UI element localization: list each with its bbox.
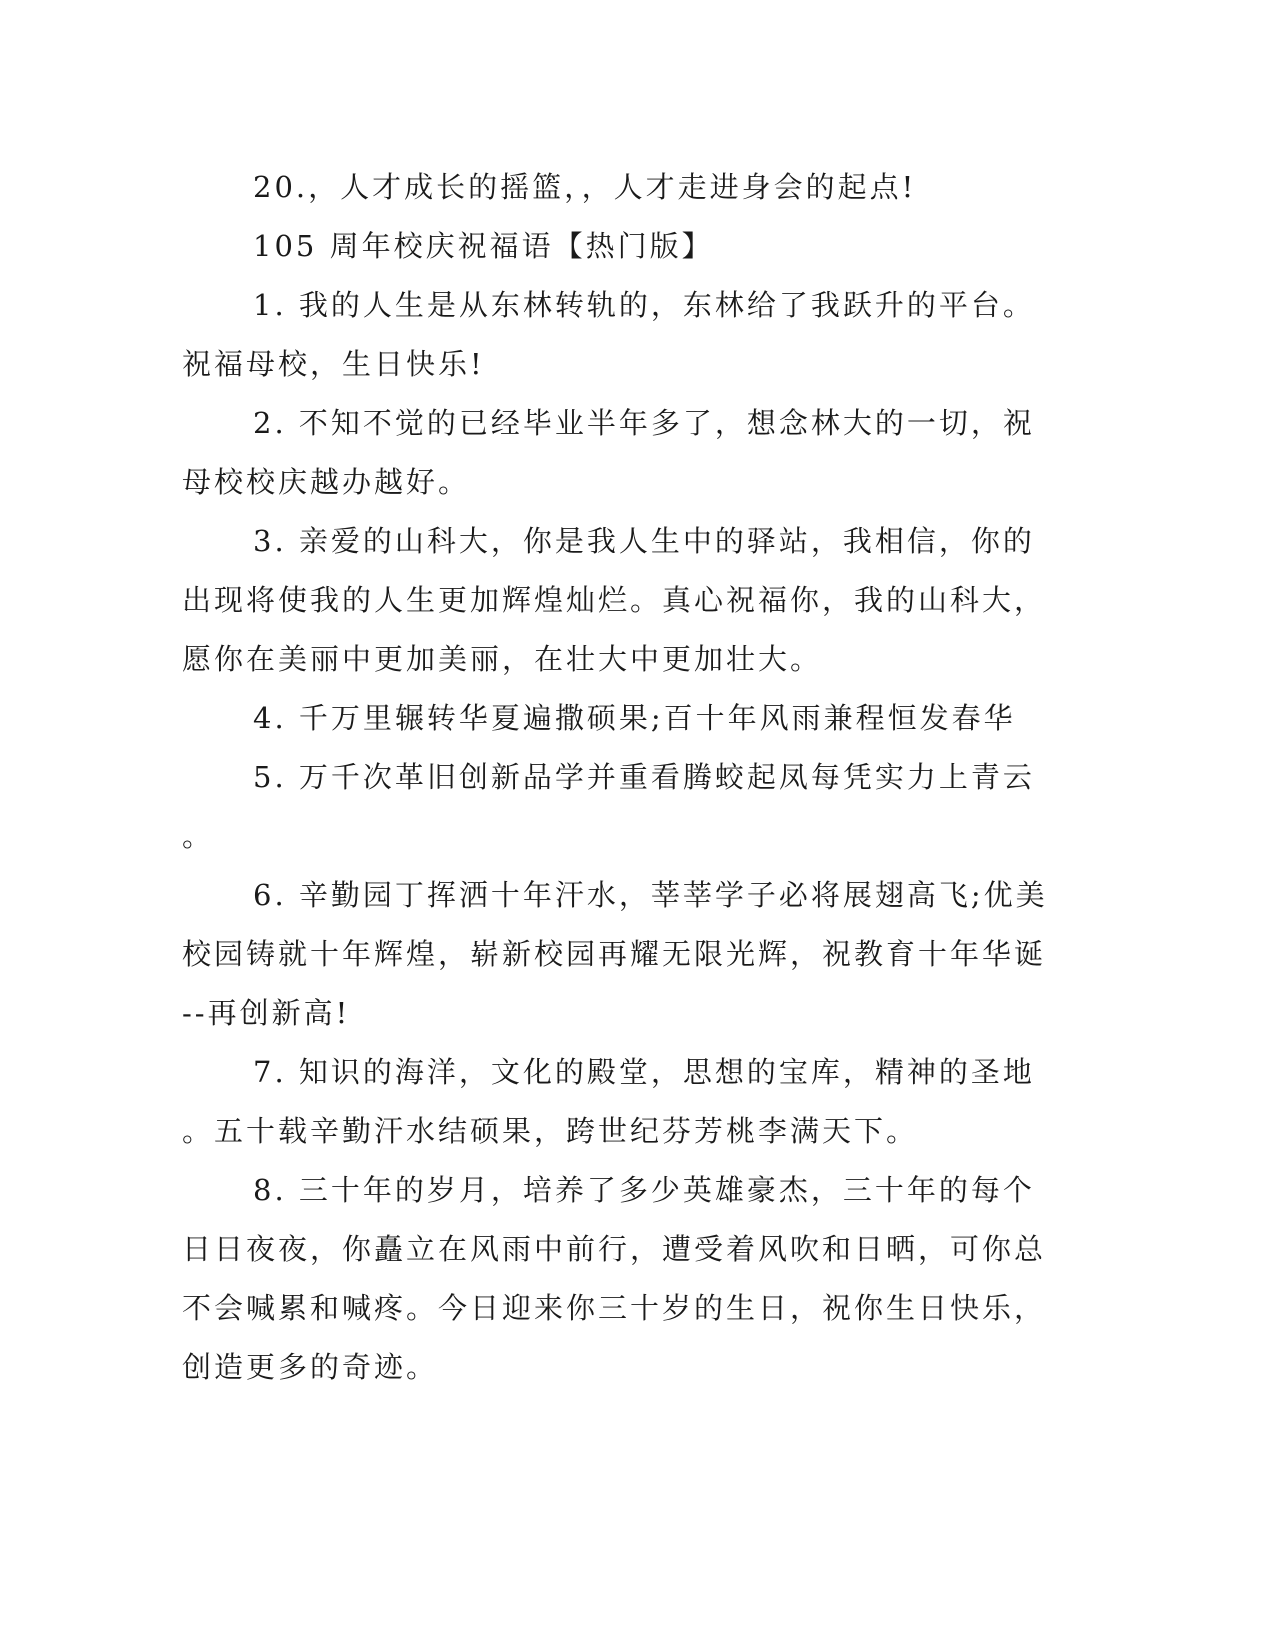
- list-item-8-line-2: 日日夜夜，你矗立在风雨中前行，遭受着风吹和日晒，可你总: [182, 1232, 1047, 1266]
- list-item-5-line-2: 。: [182, 819, 215, 853]
- list-item-20: 20.，人才成长的摇篮，，人才走进身会的起点!: [253, 170, 917, 204]
- list-item-7-line-2: 。五十载辛勤汗水结硕果，跨世纪芬芳桃李满天下。: [182, 1114, 919, 1148]
- list-item-8-line-1: 8. 三十年的岁月，培养了多少英雄豪杰，三十年的每个: [253, 1173, 1035, 1207]
- list-item-3-line-2: 出现将使我的人生更加辉煌灿烂。真心祝福你，我的山科大，: [182, 583, 1047, 617]
- list-item-6-line-1: 6. 辛勤园丁挥洒十年汗水，莘莘学子必将展翅高飞;优美: [253, 878, 1048, 912]
- list-item-7-line-1: 7. 知识的海洋，文化的殿堂，思想的宝库，精神的圣地: [253, 1055, 1035, 1089]
- list-item-3-line-3: 愿你在美丽中更加美丽，在壮大中更加壮大。: [182, 642, 823, 676]
- list-item-2-line-1: 2. 不知不觉的已经毕业半年多了，想念林大的一切，祝: [253, 406, 1035, 440]
- list-item-4: 4. 千万里辗转华夏遍撒硕果;百十年风雨兼程恒发春华: [253, 701, 1016, 735]
- list-item-3-line-1: 3. 亲爱的山科大，你是我人生中的驿站，我相信，你的: [253, 524, 1035, 558]
- list-item-8-line-4: 创造更多的奇迹。: [182, 1350, 439, 1384]
- list-item-5-line-1: 5. 万千次革旧创新品学并重看腾蛟起凤每凭实力上青云: [253, 760, 1035, 794]
- list-item-6-line-3: --再创新高!: [182, 996, 351, 1030]
- list-item-1-line-1: 1. 我的人生是从东林转轨的，东林给了我跃升的平台。: [253, 288, 1035, 322]
- list-item-1-line-2: 祝福母校，生日快乐!: [182, 347, 485, 381]
- document-body: [182, 158, 1052, 1397]
- list-item-8-line-3: 不会喊累和喊疼。今日迎来你三十岁的生日，祝你生日快乐，: [182, 1291, 1047, 1325]
- section-heading: 105 周年校庆祝福语【热门版】: [253, 229, 714, 263]
- list-item-6-line-2: 校园铸就十年辉煌，崭新校园再耀无限光辉，祝教育十年华诞: [182, 937, 1047, 971]
- list-item-2-line-2: 母校校庆越办越好。: [182, 465, 471, 499]
